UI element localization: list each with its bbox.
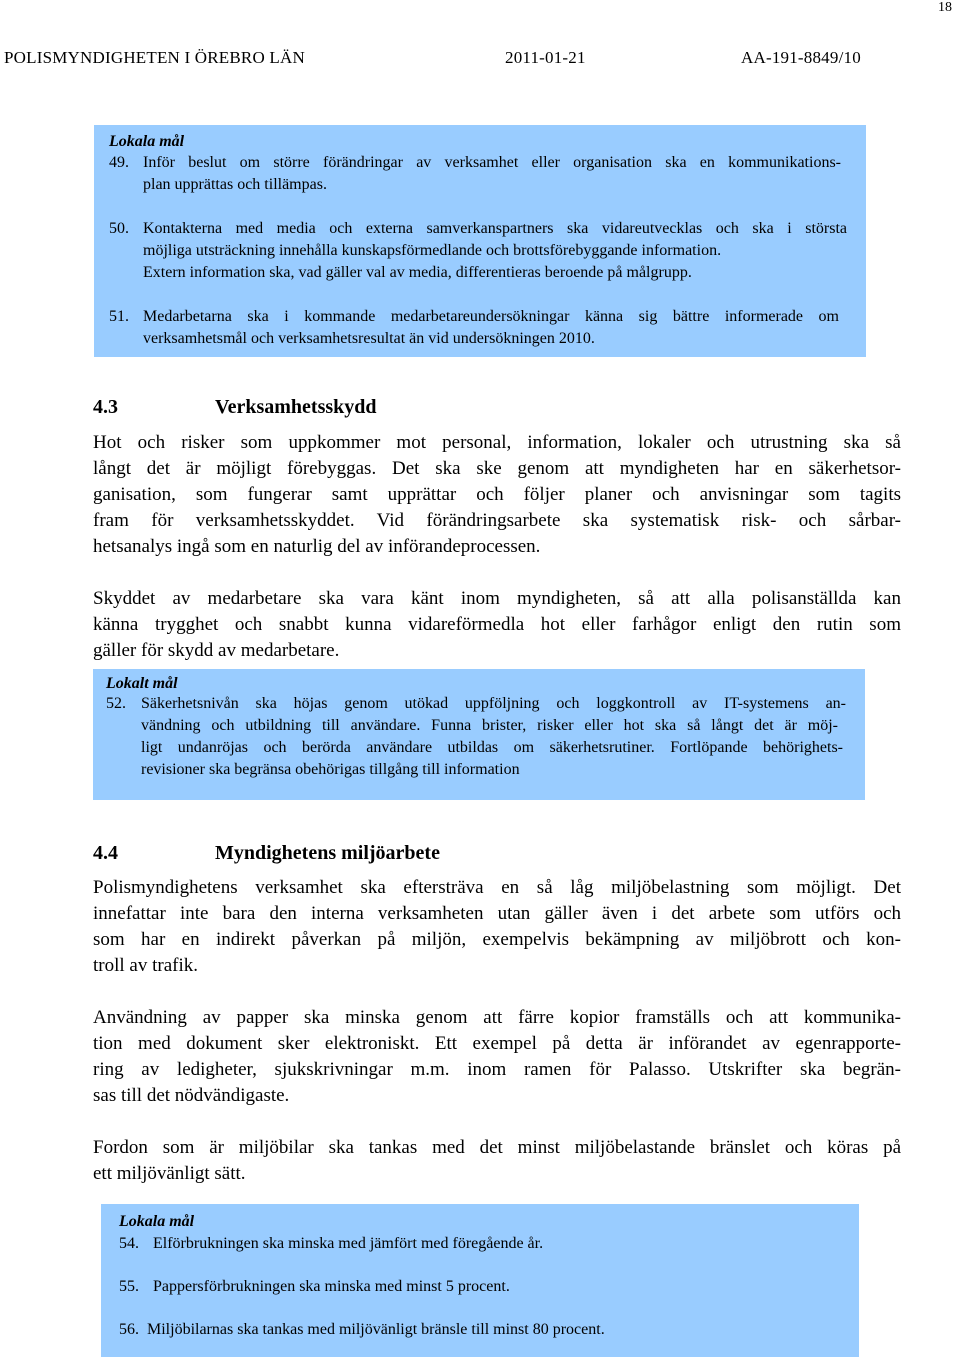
paragraph-line: Fordon som är miljöbilar ska tankas med det minst miljöbelastande bränslet och köras på [93, 1137, 901, 1158]
goals-box-3-heading: Lokala mål [119, 1213, 195, 1230]
paragraph-line: tion med dokument sker elektroniskt. Ett exempel på detta är införandet av egenrapporte- [93, 1033, 901, 1054]
header-ref: AA-191-8849/10 [741, 48, 861, 67]
goal-number: 54. [119, 1235, 139, 1252]
goal-line: Pappersförbrukningen ska minska med minst 5 procent. [153, 1278, 510, 1295]
goal-line: revisioner ska begränsa obehörigas tillgång till information [141, 761, 520, 778]
goal-line: Extern information ska, vad gäller val av media, differentieras beroende på målgrupp. [143, 264, 692, 281]
goal-line: plan upprättas och tillämpas. [143, 176, 327, 193]
section-number: 4.4 [93, 842, 118, 864]
goal-line: Säkerhetsnivån ska höjas genom utökad uppföljning och loggkontroll av IT-systemens an- [141, 695, 846, 712]
goal-number: 49. [109, 154, 129, 171]
header-date: 2011-01-21 [505, 48, 586, 67]
paragraph-line: långt det är möjligt förebyggas. Det ska ske genom att myndigheten har en säkerhetsor- [93, 458, 901, 479]
goal-line: vändning och utbildning till användare. Funna brister, risker eller hot ska så långt det är möj- [141, 717, 838, 734]
goals-box-1-heading: Lokala mål [109, 133, 185, 150]
goal-line: Elförbrukningen ska minska med jämfört med föregående år. [153, 1235, 544, 1252]
goal-line: möjliga utsträckning innehålla kunskapsförmedlande och brottsförebyggande information. [143, 242, 722, 259]
page-number: 18 [938, 0, 952, 15]
goal-line: verksamhetsmål och verksamhetsresultat än vid undersökningen 2010. [143, 330, 595, 347]
goal-number: 52. [106, 695, 126, 712]
goal-number: 55. [119, 1278, 139, 1295]
paragraph-line: Hot och risker som uppkommer mot personal, information, lokaler och utrustning ska så [93, 432, 901, 453]
paragraph-line: innefattar inte bara den interna verksamheten utan gäller även i det arbete som utförs och [93, 903, 901, 924]
goal-number: 51. [109, 308, 129, 325]
paragraph-line: sas till det nödvändigaste. [93, 1085, 290, 1106]
goals-box-2-heading: Lokalt mål [106, 675, 178, 692]
section-title: Myndighetens miljöarbete [215, 842, 440, 864]
paragraph-line: ett miljövänligt sätt. [93, 1163, 246, 1184]
paragraph-line: Polismyndighetens verksamhet ska eftersträva en så låg miljöbelastning som möjligt. Det [93, 877, 901, 898]
goal-line: ligt undanröjas och berörda användare utbildas om säkerhetsrutiner. Fortlöpande behörighets- [141, 739, 843, 756]
paragraph-line: troll av trafik. [93, 955, 198, 976]
paragraph-line: som har en indirekt påverkan på miljön, exempelvis bekämpning av miljöbrott och kon- [93, 929, 901, 950]
goal-line: Medarbetarna ska i kommande medarbetareundersökningar känna sig bättre informerade om [143, 308, 839, 325]
header-org: POLISMYNDIGHETEN I ÖREBRO LÄN [4, 48, 305, 67]
paragraph-line: fram för verksamhetsskyddet. Vid förändringsarbete ska systematisk risk- och sårbar- [93, 510, 901, 531]
section-title: Verksamhetsskydd [215, 396, 377, 418]
goal-line: Inför beslut om större förändringar av verksamhet eller organisation ska en kommunikations- [143, 154, 841, 171]
paragraph-line: Användning av papper ska minska genom att färre kopior framställs och att kommunika- [93, 1007, 901, 1028]
paragraph-line: ganisation, som fungerar samt upprättar och följer planer och anvisningar som tagits [93, 484, 901, 505]
goal-number: 56. [119, 1321, 139, 1338]
goal-line: Miljöbilarnas ska tankas med miljövänligt bränsle till minst 80 procent. [147, 1321, 605, 1338]
paragraph-line: känna trygghet och snabbt kunna vidareförmedla hot eller farhågor enligt den rutin som [93, 614, 901, 635]
paragraph-line: Skyddet av medarbetare ska vara känt inom myndigheten, så att alla polisanställda kan [93, 588, 901, 609]
paragraph-line: ring av ledigheter, sjukskrivningar m.m. inom ramen för Palasso. Utskrifter ska begrän- [93, 1059, 901, 1080]
goal-line: Kontakterna med media och externa samverkanspartners ska vidareutvecklas och ska i största [143, 220, 847, 237]
goal-number: 50. [109, 220, 129, 237]
paragraph-line: gäller för skydd av medarbetare. [93, 640, 340, 661]
paragraph-line: hetsanalys ingå som en naturlig del av införandeprocessen. [93, 536, 541, 557]
section-number: 4.3 [93, 396, 118, 418]
